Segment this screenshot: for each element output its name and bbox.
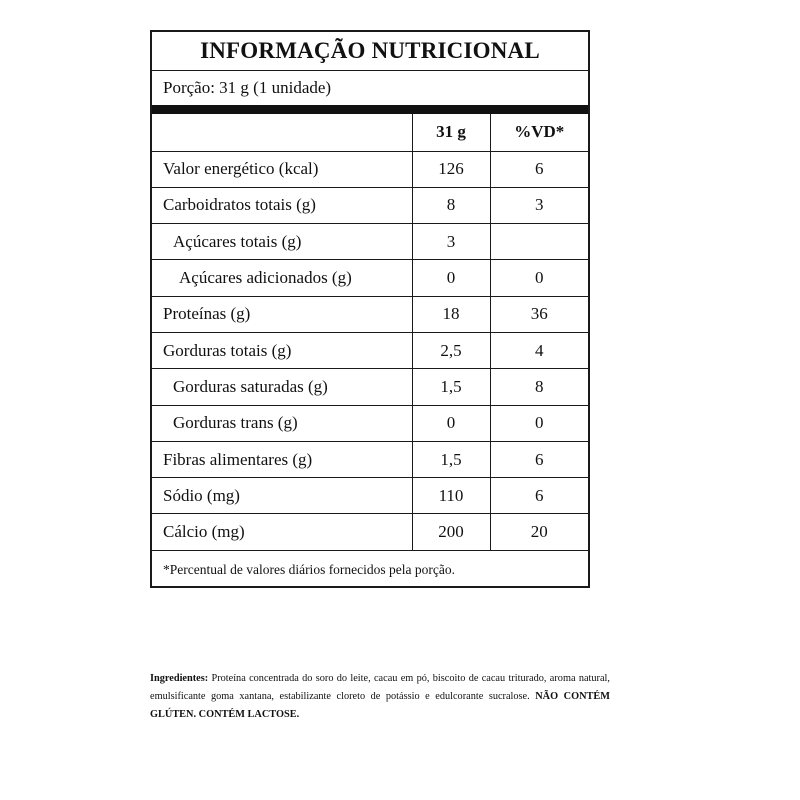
nutrient-amount: 18 (412, 296, 490, 332)
table-row (152, 369, 588, 405)
table-row (152, 296, 588, 332)
nutrient-name: Carboidratos totais (g) (152, 187, 412, 223)
table-row (152, 478, 588, 514)
allergen-warning: NÃO CONTÉM GLÚTEN. CONTÉM LACTOSE. (150, 691, 610, 720)
nutrient-name: Gorduras trans (g) (152, 405, 412, 441)
nutrient-daily-value: 6 (490, 151, 588, 187)
nutrient-amount: 1,5 (412, 441, 490, 477)
table-row (152, 514, 588, 550)
nutrient-name: Açúcares totais (g) (152, 224, 412, 260)
table-row (152, 332, 588, 368)
nutrient-daily-value: 4 (490, 332, 588, 368)
nutrient-daily-value: 0 (490, 405, 588, 441)
nutrient-name: Fibras alimentares (g) (152, 441, 412, 477)
table-row (152, 224, 588, 260)
table-header-row (152, 114, 588, 151)
nutrient-amount: 0 (412, 260, 490, 296)
table-row (152, 405, 588, 441)
daily-value-footnote: *Percentual de valores diários fornecidos pela porção. (163, 561, 456, 577)
nutrient-daily-value: 0 (490, 260, 588, 296)
label-title: INFORMAÇÃO NUTRICIONAL (152, 32, 588, 71)
ingredients-text: Proteína concentrada do soro do leite, cacau em pó, biscoito de cacau triturado, aroma natural, emulsificante goma xantana, estabilizante cloreto de potássio e edulcorante sucralose. (150, 673, 610, 702)
table-row (152, 187, 588, 223)
nutrient-amount: 1,5 (412, 369, 490, 405)
nutrient-amount: 0 (412, 405, 490, 441)
nutrient-daily-value: 3 (490, 187, 588, 223)
nutrient-daily-value: 6 (490, 441, 588, 477)
nutrient-daily-value (490, 224, 588, 260)
nutrient-name: Gorduras saturadas (g) (152, 369, 412, 405)
nutrient-daily-value: 36 (490, 296, 588, 332)
thick-divider (152, 105, 588, 114)
nutrient-name: Proteínas (g) (152, 296, 412, 332)
nutrient-name: Sódio (mg) (152, 478, 412, 514)
nutrition-table (152, 114, 588, 551)
nutrient-name: Gorduras totais (g) (152, 332, 412, 368)
nutrient-daily-value: 6 (490, 478, 588, 514)
nutrition-facts-label (150, 30, 590, 588)
header-amount: 31 g (412, 114, 490, 151)
ingredients-heading: Ingredientes: (150, 673, 209, 684)
header-daily-value: %VD* (490, 114, 588, 151)
nutrient-amount: 3 (412, 224, 490, 260)
nutrient-daily-value: 8 (490, 369, 588, 405)
table-row (152, 260, 588, 296)
nutrient-amount: 2,5 (412, 332, 490, 368)
header-nutrient (152, 114, 412, 151)
table-row (152, 441, 588, 477)
nutrient-amount: 8 (412, 187, 490, 223)
nutrient-name: Cálcio (mg) (152, 514, 412, 550)
nutrient-name: Valor energético (kcal) (152, 151, 412, 187)
nutrient-name: Açúcares adicionados (g) (152, 260, 412, 296)
nutrient-daily-value: 20 (490, 514, 588, 550)
portion-size: Porção: 31 g (1 unidade) (163, 78, 332, 97)
nutrient-amount: 126 (412, 151, 490, 187)
nutrient-amount: 110 (412, 478, 490, 514)
table-row (152, 151, 588, 187)
nutrient-amount: 200 (412, 514, 490, 550)
ingredients-paragraph (150, 670, 610, 724)
